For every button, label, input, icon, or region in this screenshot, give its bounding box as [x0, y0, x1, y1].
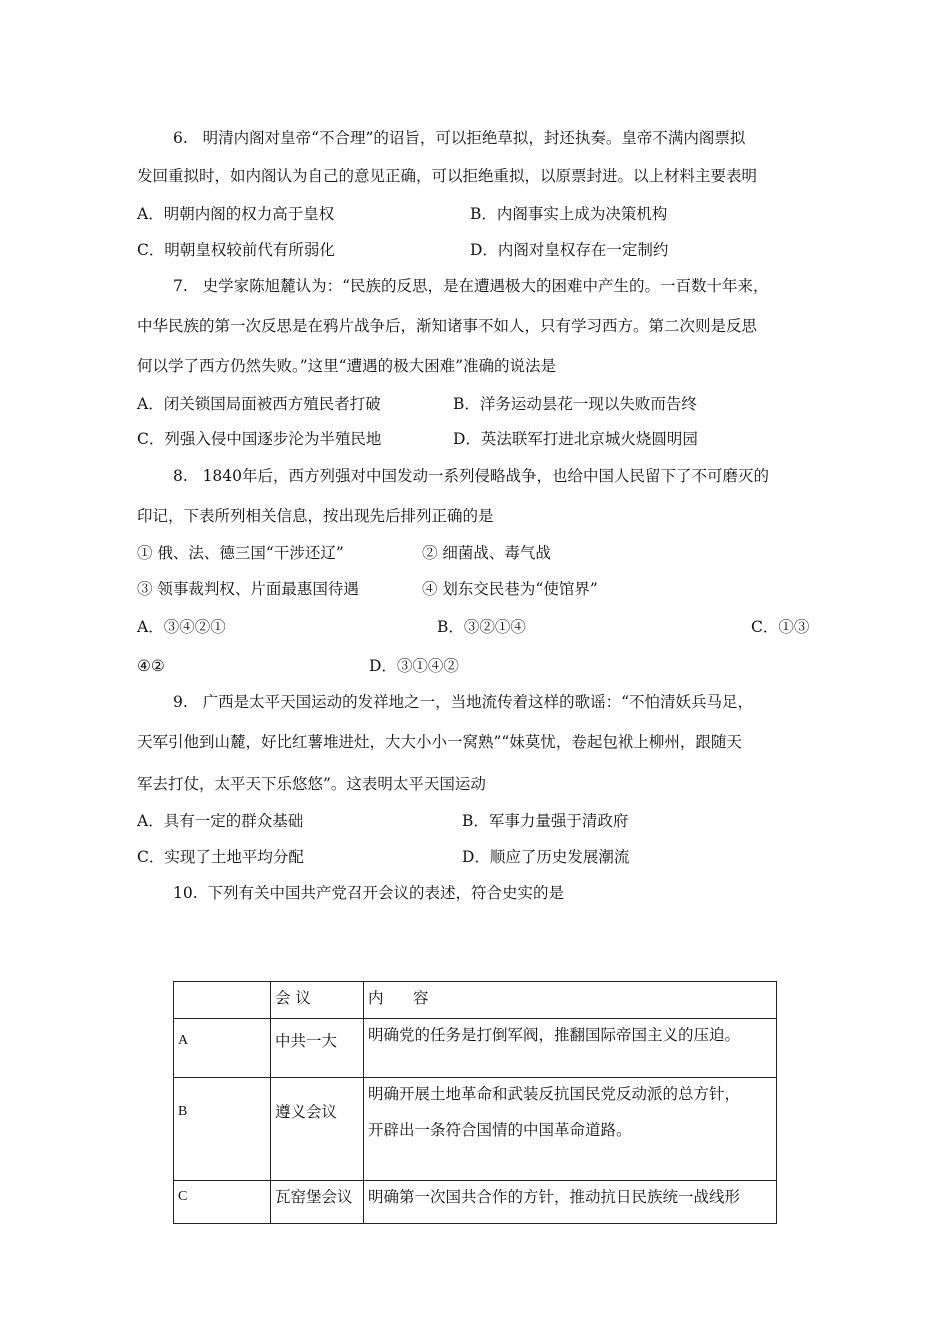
q6-option-a: A．明朝内阁的权力高于皇权 [137, 205, 335, 223]
q7-stem-line3: 何以学了西方仍然失败。”这里“遭遇的极大困难”准确的说法是 [137, 357, 557, 375]
q8-option-a: A．③④②① [137, 618, 226, 636]
q9-stem-line2: 天军引他到山麓，好比红薯堆进灶，大大小小一窝熟”“妹莫忧，卷起包袱上柳州，跟随天 [137, 733, 742, 751]
table-row [174, 1181, 777, 1224]
q7-option-a: A．闭关锁国局面被西方殖民者打破 [137, 395, 381, 413]
q8-item-2: ② 细菌战、毒气战 [422, 544, 551, 562]
q6-option-b: B．内阁事实上成为决策机构 [470, 205, 668, 223]
q8-option-b: B．③②①④ [437, 618, 526, 636]
row-content-line: 明确党的任务是打倒军阀，推翻国际帝国主义的压迫。 [368, 1026, 741, 1044]
row-content [364, 1181, 777, 1224]
q8-option-c: C．①③ [751, 618, 810, 636]
q8-item-3: ③ 领事裁判权、片面最惠国待遇 [137, 580, 359, 598]
q8-item-1: ① 俄、法、德三国“干涉还辽” [137, 544, 344, 562]
row-label: A [174, 1019, 271, 1078]
q7-option-c: C．列强入侵中国逐步沦为半殖民地 [137, 430, 382, 448]
table-header-cell: 会 议 [271, 982, 364, 1019]
q9-option-a: A．具有一定的群众基础 [137, 812, 304, 830]
q9-option-b: B．军事力量强于清政府 [462, 812, 629, 830]
q8-stem-line1: 8. 1840年后，西方列强对中国发动一系列侵略战争，也给中国人民留下了不可磨灭的 [173, 467, 770, 485]
q8-option-d: D．③①④② [369, 657, 459, 675]
row-meeting: 中共一大 [271, 1019, 364, 1078]
q9-stem-line1: 9. 广西是太平天国运动的发祥地之一，当地流传着这样的歌谣：“不怕清妖兵马足， [173, 693, 753, 711]
table-header-row [174, 982, 777, 1019]
row-meeting: 瓦窑堡会议 [271, 1181, 364, 1224]
q7-option-b: B．洋务运动昙花一现以失败而告终 [453, 395, 697, 413]
q9-stem-line3: 军去打仗，太平天下乐悠悠”。这表明太平天国运动 [137, 775, 486, 793]
q6-option-d: D．内阁对皇权存在一定制约 [470, 241, 669, 259]
row-label: B [174, 1078, 271, 1181]
q6-stem-line1: 6. 明清内阁对皇帝“不合理”的诏旨，可以拒绝草拟，封还执奏。皇帝不满内阁票拟 [173, 129, 746, 147]
q7-stem-line2: 中华民族的第一次反思是在鸦片战争后，渐知诸事不如人，只有学习西方。第二次则是反思 [137, 317, 758, 335]
q8-stem-line2: 印记，下表所列相关信息，按出现先后排列正确的是 [137, 507, 494, 525]
q9-option-d: D．顺应了历史发展潮流 [462, 848, 630, 866]
q7-option-d: D．英法联军打进北京城火烧圆明园 [453, 430, 698, 448]
row-label: C [174, 1181, 271, 1224]
row-meeting: 遵义会议 [271, 1078, 364, 1181]
table-row [174, 1019, 777, 1078]
table-header-cell [174, 982, 271, 1019]
q9-option-c: C．实现了土地平均分配 [137, 848, 304, 866]
row-content [364, 1078, 777, 1181]
q10-stem: 10. 下列有关中国共产党召开会议的表述，符合史实的是 [173, 884, 565, 902]
row-content-line: 开辟出一条符合国情的中国革命道路。 [368, 1121, 632, 1139]
q8-option-c-continued: ④② [137, 657, 165, 675]
row-content-line: 明确开展土地革命和武装反抗国民党反动派的总方针， [368, 1085, 741, 1103]
q8-item-4: ④ 划东交民巷为“使馆界” [422, 580, 598, 598]
q7-stem-line1: 7. 史学家陈旭麓认为：“民族的反思，是在遭遇极大的困难中产生的。一百数十年来， [173, 277, 769, 295]
q10-meeting-table [173, 981, 777, 1224]
table-header-cell: 内 容 [364, 982, 777, 1019]
row-content [364, 1019, 777, 1078]
q6-option-c: C．明朝皇权较前代有所弱化 [137, 241, 335, 259]
q6-stem-line2: 发回重拟时，如内阁认为自己的意见正确，可以拒绝重拟，以原票封进。以上材料主要表明 [137, 167, 758, 185]
row-content-line: 明确第一次国共合作的方针，推动抗日民族统一战线形 [368, 1188, 741, 1206]
table-row [174, 1078, 777, 1181]
